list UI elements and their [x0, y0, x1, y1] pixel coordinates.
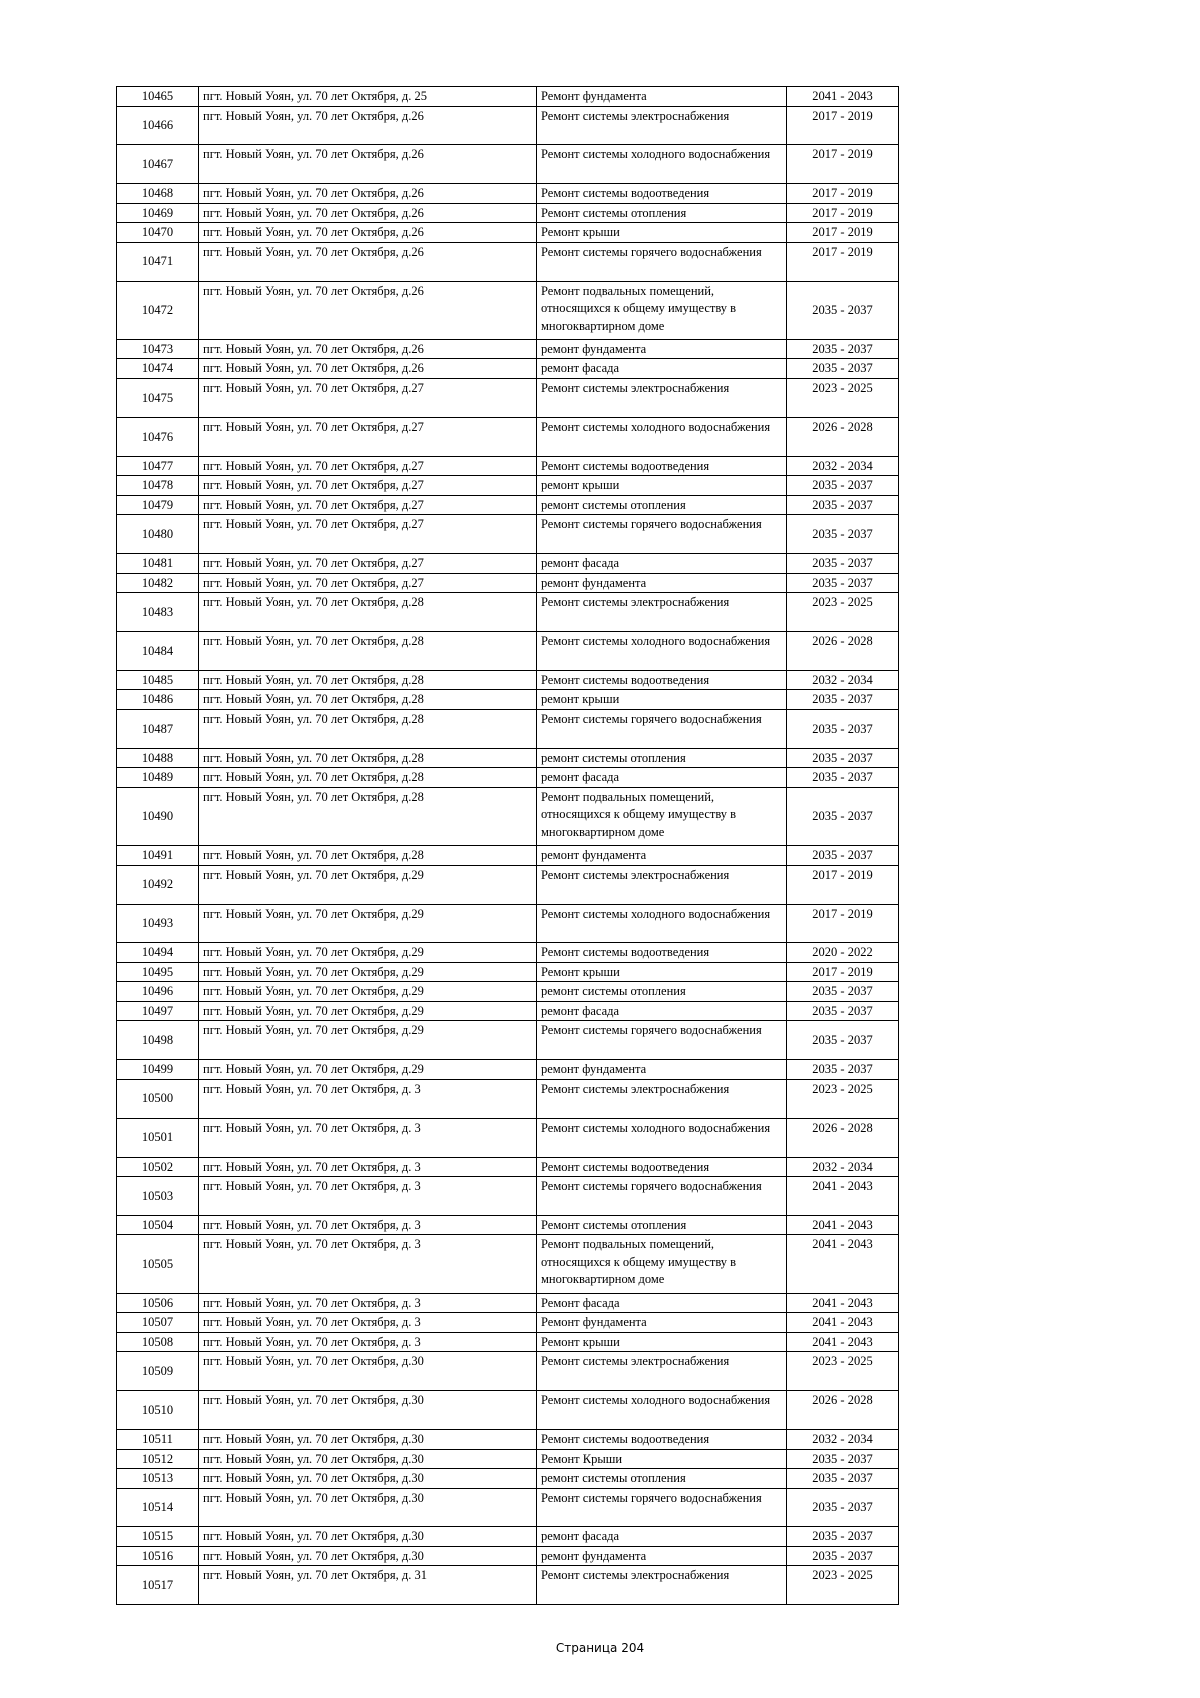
row-number: 10481 — [117, 554, 199, 574]
row-address: пгт. Новый Уоян, ул. 70 лет Октября, д.29 — [199, 904, 537, 943]
row-work-type: Ремонт системы горячего водоснабжения — [537, 1488, 787, 1527]
table-row — [117, 145, 899, 184]
row-work-type: ремонт фасада — [537, 1527, 787, 1547]
row-number: 10474 — [117, 359, 199, 379]
row-period: 2035 - 2037 — [787, 982, 899, 1002]
table-row — [117, 1469, 899, 1489]
row-period: 2035 - 2037 — [787, 339, 899, 359]
row-number: 10483 — [117, 593, 199, 632]
table-row — [117, 1430, 899, 1450]
table-row — [117, 1215, 899, 1235]
table-row — [117, 1449, 899, 1469]
row-number: 10511 — [117, 1430, 199, 1450]
row-work-type: Ремонт системы холодного водоснабжения — [537, 1118, 787, 1157]
table-row — [117, 495, 899, 515]
row-period: 2026 - 2028 — [787, 1391, 899, 1430]
table-row — [117, 106, 899, 145]
row-work-type: ремонт системы отопления — [537, 495, 787, 515]
row-address: пгт. Новый Уоян, ул. 70 лет Октября, д.29 — [199, 943, 537, 963]
row-work-type: Ремонт системы водоотведения — [537, 1430, 787, 1450]
row-period: 2023 - 2025 — [787, 1352, 899, 1391]
row-period: 2035 - 2037 — [787, 846, 899, 866]
row-period: 2035 - 2037 — [787, 1001, 899, 1021]
table-row — [117, 593, 899, 632]
row-number: 10476 — [117, 417, 199, 456]
row-period: 2017 - 2019 — [787, 904, 899, 943]
row-address: пгт. Новый Уоян, ул. 70 лет Октября, д.26 — [199, 359, 537, 379]
row-work-type: ремонт крыши — [537, 690, 787, 710]
row-number: 10471 — [117, 242, 199, 281]
row-period: 2023 - 2025 — [787, 1566, 899, 1605]
row-work-type: Ремонт системы холодного водоснабжения — [537, 904, 787, 943]
row-period: 2035 - 2037 — [787, 787, 899, 845]
table-row — [117, 1527, 899, 1547]
row-number: 10496 — [117, 982, 199, 1002]
row-number: 10488 — [117, 748, 199, 768]
row-address: пгт. Новый Уоян, ул. 70 лет Октября, д.27 — [199, 476, 537, 496]
table-row — [117, 943, 899, 963]
row-address: пгт. Новый Уоян, ул. 70 лет Октября, д.28 — [199, 632, 537, 671]
table-row — [117, 1332, 899, 1352]
table-row — [117, 1177, 899, 1216]
row-number: 10494 — [117, 943, 199, 963]
row-address: пгт. Новый Уоян, ул. 70 лет Октября, д.30 — [199, 1527, 537, 1547]
row-number: 10508 — [117, 1332, 199, 1352]
row-address: пгт. Новый Уоян, ул. 70 лет Октября, д.30 — [199, 1546, 537, 1566]
row-period: 2035 - 2037 — [787, 690, 899, 710]
row-address: пгт. Новый Уоян, ул. 70 лет Октября, д.28 — [199, 787, 537, 845]
row-period: 2035 - 2037 — [787, 281, 899, 339]
row-work-type: Ремонт системы водоотведения — [537, 670, 787, 690]
table-row — [117, 690, 899, 710]
row-number: 10514 — [117, 1488, 199, 1527]
row-address: пгт. Новый Уоян, ул. 70 лет Октября, д.30 — [199, 1488, 537, 1527]
row-address: пгт. Новый Уоян, ул. 70 лет Октября, д.27 — [199, 554, 537, 574]
row-period: 2026 - 2028 — [787, 417, 899, 456]
row-number: 10465 — [117, 87, 199, 107]
row-work-type: Ремонт системы электроснабжения — [537, 593, 787, 632]
row-period: 2041 - 2043 — [787, 1293, 899, 1313]
row-work-type: Ремонт крыши — [537, 1332, 787, 1352]
row-address: пгт. Новый Уоян, ул. 70 лет Октября, д. 3 — [199, 1293, 537, 1313]
row-number: 10480 — [117, 515, 199, 554]
row-work-type: Ремонт фундамента — [537, 1313, 787, 1333]
row-number: 10467 — [117, 145, 199, 184]
row-period: 2017 - 2019 — [787, 203, 899, 223]
row-address: пгт. Новый Уоян, ул. 70 лет Октября, д.26 — [199, 184, 537, 204]
row-number: 10499 — [117, 1060, 199, 1080]
row-address: пгт. Новый Уоян, ул. 70 лет Октября, д.28 — [199, 690, 537, 710]
row-work-type: Ремонт системы водоотведения — [537, 456, 787, 476]
table-row — [117, 515, 899, 554]
row-period: 2041 - 2043 — [787, 1313, 899, 1333]
row-work-type: Ремонт системы отопления — [537, 1215, 787, 1235]
table-row — [117, 281, 899, 339]
table-row — [117, 203, 899, 223]
row-number: 10497 — [117, 1001, 199, 1021]
row-number: 10498 — [117, 1021, 199, 1060]
table-row — [117, 1488, 899, 1527]
row-work-type: Ремонт системы водоотведения — [537, 1157, 787, 1177]
table-row — [117, 1235, 899, 1293]
row-number: 10469 — [117, 203, 199, 223]
row-work-type: Ремонт подвальных помещений, относящихся к общему имуществу в многоквартирном доме — [537, 787, 787, 845]
table-row — [117, 1157, 899, 1177]
row-address: пгт. Новый Уоян, ул. 70 лет Октября, д.30 — [199, 1352, 537, 1391]
row-period: 2017 - 2019 — [787, 106, 899, 145]
row-address: пгт. Новый Уоян, ул. 70 лет Октября, д.30 — [199, 1469, 537, 1489]
row-work-type: Ремонт системы электроснабжения — [537, 865, 787, 904]
row-work-type: ремонт системы отопления — [537, 748, 787, 768]
row-address: пгт. Новый Уоян, ул. 70 лет Октября, д. 3 — [199, 1118, 537, 1157]
row-number: 10506 — [117, 1293, 199, 1313]
row-work-type: Ремонт системы отопления — [537, 203, 787, 223]
row-period: 2035 - 2037 — [787, 1546, 899, 1566]
table-row — [117, 1001, 899, 1021]
row-address: пгт. Новый Уоян, ул. 70 лет Октября, д.29 — [199, 1021, 537, 1060]
row-address: пгт. Новый Уоян, ул. 70 лет Октября, д.27 — [199, 378, 537, 417]
row-address: пгт. Новый Уоян, ул. 70 лет Октября, д.28 — [199, 768, 537, 788]
row-number: 10507 — [117, 1313, 199, 1333]
row-period: 2032 - 2034 — [787, 1157, 899, 1177]
row-address: пгт. Новый Уоян, ул. 70 лет Октября, д. 3 — [199, 1215, 537, 1235]
row-address: пгт. Новый Уоян, ул. 70 лет Октября, д. 25 — [199, 87, 537, 107]
table-row — [117, 184, 899, 204]
row-work-type: Ремонт системы холодного водоснабжения — [537, 417, 787, 456]
row-period: 2035 - 2037 — [787, 359, 899, 379]
row-period: 2035 - 2037 — [787, 495, 899, 515]
row-work-type: Ремонт системы горячего водоснабжения — [537, 242, 787, 281]
row-period: 2023 - 2025 — [787, 1079, 899, 1118]
row-number: 10484 — [117, 632, 199, 671]
row-number: 10503 — [117, 1177, 199, 1216]
row-work-type: ремонт системы отопления — [537, 1469, 787, 1489]
row-period: 2035 - 2037 — [787, 1469, 899, 1489]
row-number: 10500 — [117, 1079, 199, 1118]
row-address: пгт. Новый Уоян, ул. 70 лет Октября, д.26 — [199, 339, 537, 359]
row-work-type: ремонт фундамента — [537, 846, 787, 866]
row-address: пгт. Новый Уоян, ул. 70 лет Октября, д.27 — [199, 515, 537, 554]
row-period: 2041 - 2043 — [787, 1215, 899, 1235]
row-period: 2041 - 2043 — [787, 1177, 899, 1216]
row-address: пгт. Новый Уоян, ул. 70 лет Октября, д.29 — [199, 982, 537, 1002]
row-address: пгт. Новый Уоян, ул. 70 лет Октября, д.28 — [199, 593, 537, 632]
row-number: 10513 — [117, 1469, 199, 1489]
row-period: 2035 - 2037 — [787, 515, 899, 554]
row-number: 10509 — [117, 1352, 199, 1391]
table-row — [117, 339, 899, 359]
row-period: 2035 - 2037 — [787, 1488, 899, 1527]
row-address: пгт. Новый Уоян, ул. 70 лет Октября, д. 31 — [199, 1566, 537, 1605]
row-work-type: ремонт системы отопления — [537, 982, 787, 1002]
row-number: 10512 — [117, 1449, 199, 1469]
row-period: 2041 - 2043 — [787, 1332, 899, 1352]
row-address: пгт. Новый Уоян, ул. 70 лет Октября, д.28 — [199, 748, 537, 768]
table-row — [117, 846, 899, 866]
table-row — [117, 962, 899, 982]
row-address: пгт. Новый Уоян, ул. 70 лет Октября, д.29 — [199, 1001, 537, 1021]
row-address: пгт. Новый Уоян, ул. 70 лет Октября, д.26 — [199, 223, 537, 243]
row-address: пгт. Новый Уоян, ул. 70 лет Октября, д.29 — [199, 865, 537, 904]
row-address: пгт. Новый Уоян, ул. 70 лет Октября, д.30 — [199, 1430, 537, 1450]
row-work-type: Ремонт подвальных помещений, относящихся к общему имуществу в многоквартирном доме — [537, 281, 787, 339]
row-work-type: Ремонт крыши — [537, 223, 787, 243]
row-address: пгт. Новый Уоян, ул. 70 лет Октября, д.26 — [199, 242, 537, 281]
table-row — [117, 1352, 899, 1391]
row-number: 10490 — [117, 787, 199, 845]
table-row — [117, 709, 899, 748]
row-number: 10501 — [117, 1118, 199, 1157]
row-period: 2032 - 2034 — [787, 1430, 899, 1450]
table-row — [117, 787, 899, 845]
row-period: 2035 - 2037 — [787, 748, 899, 768]
row-work-type: Ремонт системы холодного водоснабжения — [537, 1391, 787, 1430]
table-row — [117, 1118, 899, 1157]
row-work-type: Ремонт подвальных помещений, относящихся к общему имуществу в многоквартирном доме — [537, 1235, 787, 1293]
row-address: пгт. Новый Уоян, ул. 70 лет Октября, д.26 — [199, 203, 537, 223]
row-address: пгт. Новый Уоян, ул. 70 лет Октября, д. 3 — [199, 1313, 537, 1333]
table-row — [117, 1060, 899, 1080]
row-address: пгт. Новый Уоян, ул. 70 лет Октября, д.28 — [199, 846, 537, 866]
table-row — [117, 670, 899, 690]
table-row — [117, 865, 899, 904]
row-address: пгт. Новый Уоян, ул. 70 лет Октября, д.29 — [199, 1060, 537, 1080]
row-period: 2023 - 2025 — [787, 593, 899, 632]
table-row — [117, 223, 899, 243]
table-row — [117, 476, 899, 496]
row-period: 2017 - 2019 — [787, 184, 899, 204]
row-period: 2041 - 2043 — [787, 1235, 899, 1293]
row-work-type: ремонт фундамента — [537, 1060, 787, 1080]
table-row — [117, 768, 899, 788]
table-row — [117, 417, 899, 456]
row-address: пгт. Новый Уоян, ул. 70 лет Октября, д.27 — [199, 456, 537, 476]
row-address: пгт. Новый Уоян, ул. 70 лет Октября, д.30 — [199, 1449, 537, 1469]
row-period: 2035 - 2037 — [787, 573, 899, 593]
row-work-type: ремонт крыши — [537, 476, 787, 496]
row-number: 10516 — [117, 1546, 199, 1566]
row-number: 10473 — [117, 339, 199, 359]
row-period: 2017 - 2019 — [787, 242, 899, 281]
row-period: 2035 - 2037 — [787, 768, 899, 788]
table-row — [117, 1546, 899, 1566]
table-row — [117, 456, 899, 476]
table-row — [117, 1079, 899, 1118]
row-period: 2017 - 2019 — [787, 145, 899, 184]
row-work-type: Ремонт фасада — [537, 1293, 787, 1313]
table-row — [117, 1566, 899, 1605]
row-number: 10468 — [117, 184, 199, 204]
row-number: 10517 — [117, 1566, 199, 1605]
row-number: 10492 — [117, 865, 199, 904]
row-period: 2035 - 2037 — [787, 1449, 899, 1469]
row-period: 2020 - 2022 — [787, 943, 899, 963]
row-period: 2035 - 2037 — [787, 1021, 899, 1060]
row-address: пгт. Новый Уоян, ул. 70 лет Октября, д.30 — [199, 1391, 537, 1430]
row-work-type: Ремонт системы холодного водоснабжения — [537, 145, 787, 184]
row-number: 10491 — [117, 846, 199, 866]
row-address: пгт. Новый Уоян, ул. 70 лет Октября, д.28 — [199, 709, 537, 748]
table-row — [117, 378, 899, 417]
row-period: 2035 - 2037 — [787, 709, 899, 748]
row-number: 10515 — [117, 1527, 199, 1547]
row-work-type: ремонт фундамента — [537, 339, 787, 359]
row-period: 2032 - 2034 — [787, 456, 899, 476]
table-row — [117, 87, 899, 107]
table-row — [117, 632, 899, 671]
table-row — [117, 1293, 899, 1313]
row-work-type: Ремонт системы электроснабжения — [537, 1566, 787, 1605]
row-address: пгт. Новый Уоян, ул. 70 лет Октября, д.27 — [199, 573, 537, 593]
row-work-type: Ремонт Крыши — [537, 1449, 787, 1469]
row-period: 2026 - 2028 — [787, 632, 899, 671]
row-work-type: Ремонт системы электроснабжения — [537, 1352, 787, 1391]
row-number: 10510 — [117, 1391, 199, 1430]
row-work-type: ремонт фасада — [537, 359, 787, 379]
row-work-type: ремонт фасада — [537, 768, 787, 788]
row-work-type: Ремонт крыши — [537, 962, 787, 982]
row-work-type: Ремонт системы водоотведения — [537, 184, 787, 204]
page-number: Страница 204 — [555, 1641, 645, 1655]
table-row — [117, 982, 899, 1002]
table-row — [117, 748, 899, 768]
row-number: 10504 — [117, 1215, 199, 1235]
row-period: 2017 - 2019 — [787, 223, 899, 243]
row-work-type: Ремонт системы водоотведения — [537, 943, 787, 963]
row-period: 2035 - 2037 — [787, 554, 899, 574]
row-address: пгт. Новый Уоян, ул. 70 лет Октября, д.27 — [199, 495, 537, 515]
row-address: пгт. Новый Уоян, ул. 70 лет Октября, д.27 — [199, 417, 537, 456]
row-work-type: Ремонт системы электроснабжения — [537, 1079, 787, 1118]
row-number: 10470 — [117, 223, 199, 243]
row-work-type: Ремонт системы холодного водоснабжения — [537, 632, 787, 671]
row-number: 10479 — [117, 495, 199, 515]
row-number: 10487 — [117, 709, 199, 748]
table-body — [117, 87, 899, 1605]
row-number: 10489 — [117, 768, 199, 788]
row-address: пгт. Новый Уоян, ул. 70 лет Октября, д.26 — [199, 106, 537, 145]
row-period: 2035 - 2037 — [787, 476, 899, 496]
row-number: 10493 — [117, 904, 199, 943]
row-address: пгт. Новый Уоян, ул. 70 лет Октября, д. 3 — [199, 1079, 537, 1118]
row-work-type: ремонт фасада — [537, 554, 787, 574]
row-work-type: Ремонт системы горячего водоснабжения — [537, 1021, 787, 1060]
row-work-type: ремонт фасада — [537, 1001, 787, 1021]
row-address: пгт. Новый Уоян, ул. 70 лет Октября, д.26 — [199, 145, 537, 184]
row-address: пгт. Новый Уоян, ул. 70 лет Октября, д.26 — [199, 281, 537, 339]
row-address: пгт. Новый Уоян, ул. 70 лет Октября, д. 3 — [199, 1157, 537, 1177]
row-work-type: ремонт фундамента — [537, 573, 787, 593]
row-work-type: Ремонт системы горячего водоснабжения — [537, 709, 787, 748]
row-number: 10495 — [117, 962, 199, 982]
row-period: 2026 - 2028 — [787, 1118, 899, 1157]
row-number: 10472 — [117, 281, 199, 339]
row-number: 10478 — [117, 476, 199, 496]
table-row — [117, 1021, 899, 1060]
table-row — [117, 1391, 899, 1430]
row-address: пгт. Новый Уоян, ул. 70 лет Октября, д.28 — [199, 670, 537, 690]
row-address: пгт. Новый Уоян, ул. 70 лет Октября, д. 3 — [199, 1332, 537, 1352]
row-period: 2035 - 2037 — [787, 1527, 899, 1547]
row-period: 2041 - 2043 — [787, 87, 899, 107]
row-number: 10502 — [117, 1157, 199, 1177]
row-period: 2035 - 2037 — [787, 1060, 899, 1080]
row-number: 10505 — [117, 1235, 199, 1293]
row-number: 10477 — [117, 456, 199, 476]
row-number: 10482 — [117, 573, 199, 593]
row-address: пгт. Новый Уоян, ул. 70 лет Октября, д.29 — [199, 962, 537, 982]
row-period: 2017 - 2019 — [787, 962, 899, 982]
table-row — [117, 904, 899, 943]
row-address: пгт. Новый Уоян, ул. 70 лет Октября, д. 3 — [199, 1177, 537, 1216]
table-row — [117, 554, 899, 574]
repair-schedule-table — [116, 86, 899, 1605]
table-row — [117, 1313, 899, 1333]
row-work-type: ремонт фундамента — [537, 1546, 787, 1566]
row-number: 10466 — [117, 106, 199, 145]
row-period: 2017 - 2019 — [787, 865, 899, 904]
table-row — [117, 242, 899, 281]
row-address: пгт. Новый Уоян, ул. 70 лет Октября, д. 3 — [199, 1235, 537, 1293]
row-work-type: Ремонт системы горячего водоснабжения — [537, 515, 787, 554]
row-period: 2032 - 2034 — [787, 670, 899, 690]
row-work-type: Ремонт системы электроснабжения — [537, 106, 787, 145]
row-work-type: Ремонт фундамента — [537, 87, 787, 107]
row-number: 10485 — [117, 670, 199, 690]
row-period: 2023 - 2025 — [787, 378, 899, 417]
row-work-type: Ремонт системы горячего водоснабжения — [537, 1177, 787, 1216]
table-row — [117, 359, 899, 379]
row-number: 10486 — [117, 690, 199, 710]
table-row — [117, 573, 899, 593]
row-number: 10475 — [117, 378, 199, 417]
row-work-type: Ремонт системы электроснабжения — [537, 378, 787, 417]
